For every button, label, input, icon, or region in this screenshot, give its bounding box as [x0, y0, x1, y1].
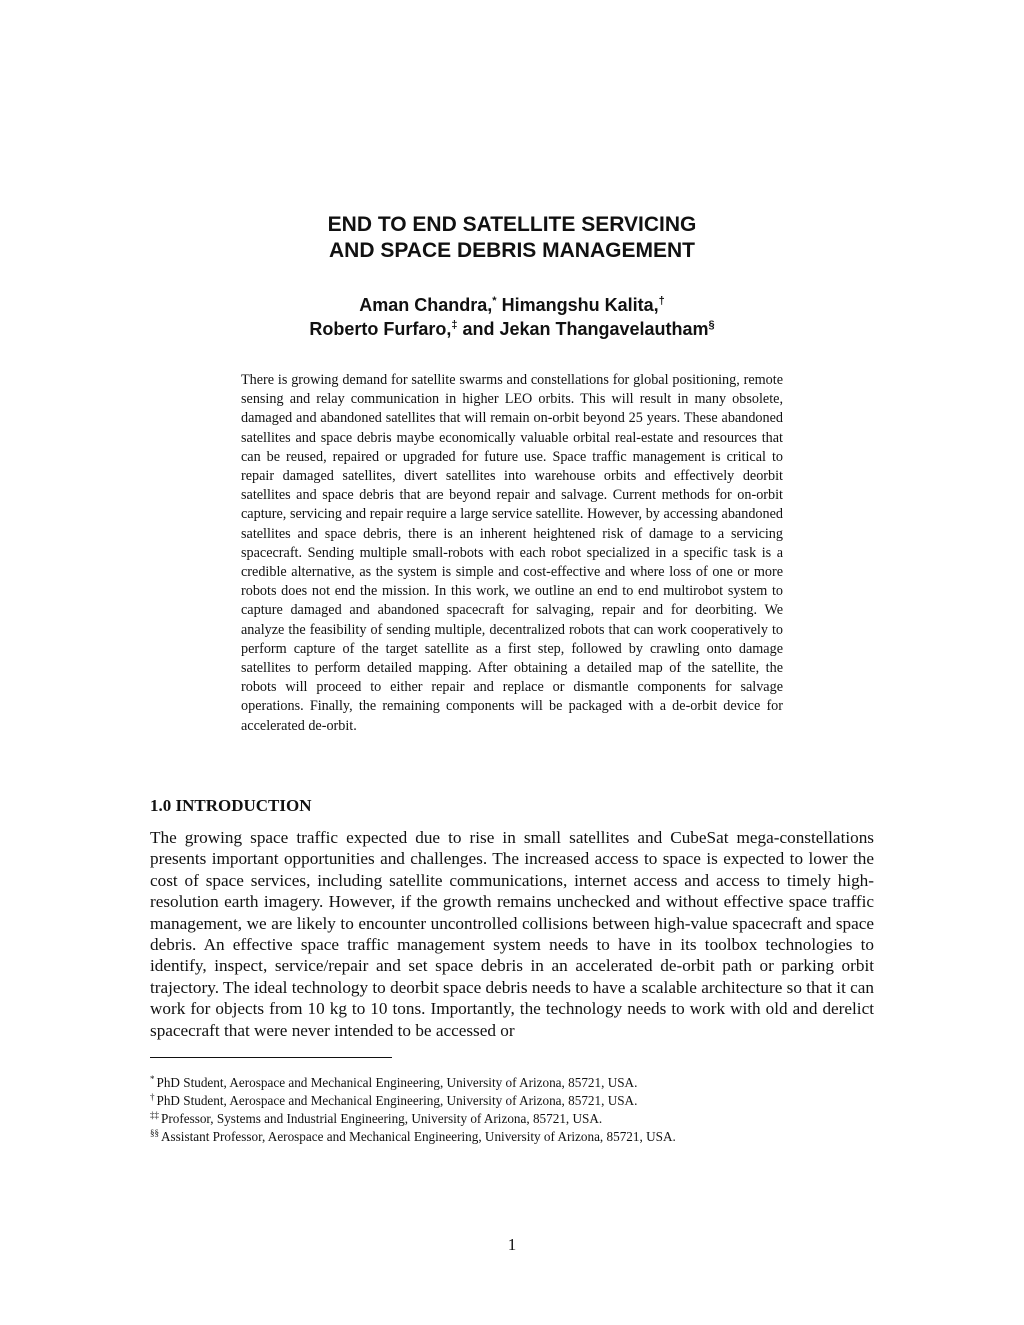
footnote-text: Assistant Professor, Aerospace and Mechanical Engineering, University of Arizona, 85721, USA.	[161, 1129, 676, 1144]
section-heading: 1.0 INTRODUCTION	[150, 796, 312, 815]
footnote	[150, 1110, 874, 1128]
title-line-2: AND SPACE DEBRIS MANAGEMENT	[329, 239, 695, 262]
footnote-mark: †	[658, 295, 665, 307]
title-line-1: END TO END SATELLITE SERVICING	[327, 213, 697, 236]
footnote-mark: §	[708, 319, 715, 331]
footnote-text: Professor, Systems and Industrial Engineering, University of Arizona, 85721, USA.	[161, 1111, 603, 1126]
abstract: There is growing demand for satellite swarms and constellations for global positioning, remote sensing and relay communication in higher LEO orbits. This will result in many obsolete, damaged and abandoned satellites that will remain on-orbit beyond 25 years. These abandoned satellites and space debris maybe economically valuable orbital real-estate and resources that can be reused, repaired or upgraded for future use. Space traffic management is critical to repair damaged satellites, divert satellites into warehouse orbits and effectively deorbit satellites and space debris that are beyond repair and salvage. Current methods for on-orbit capture, servicing and repair require a large service satellite. However, by accessing abandoned satellites and space debris, there is an inherent heightened risk of damage to a servicing spacecraft. Sending multiple small-robots with each robot specialized in a specific task is a credible alternative, as the system is simple and cost-effective and where loss of one or more robots does not end the mission. In this work, we outline an end to end multirobot system to capture damaged and abandoned spacecraft for salvaging, repair and for deorbiting. We analyze the feasibility of sending multiple, decentralized robots that can work cooperatively to perform capture of the target satellite as a first step, followed by crawling onto damage satellites to perform detailed mapping. After obtaining a detailed map of the satellite, the robots will proceed to either repair and replace or dismantle components for salvage operations. Finally, the remaining components will be packaged with a de-orbit device for accelerated de-orbit.	[241, 372, 783, 734]
footnote-text: PhD Student, Aerospace and Mechanical Engineering, University of Arizona, 85721, USA.	[156, 1093, 638, 1108]
author-list	[150, 293, 874, 341]
author-name: Roberto Furfaro,	[309, 319, 452, 339]
author-line-2	[150, 317, 874, 341]
footnote-mark: ‡‡	[150, 1110, 159, 1120]
section-body: The growing space traffic expected due to rise in small satellites and CubeSat mega-constellations presents important opportunities and challenges. The increased access to space is expected to lower the cost of space services, including satellite communications, internet access and access to timely high-resolution earth imagery. However, if the growth remains unchecked and without effective space traffic management, we are likely to encounter uncontrolled collisions between high-value spacecraft and space debris. An effective space traffic management system needs to have in its toolbox technologies to identify, inspect, service/repair and set space debris in an accelerated de-orbit path or parking orbit trajectory. The ideal technology to deorbit space debris needs to have a scalable architecture so that it can work for objects from 10 kg to 10 tons. Importantly, the technology needs to work with old and derelict spacecraft that were never intended to be accessed or	[150, 828, 874, 1040]
footnote	[150, 1092, 874, 1110]
footnotes	[150, 1074, 874, 1146]
footnote-text: PhD Student, Aerospace and Mechanical Engineering, University of Arizona, 85721, USA.	[156, 1075, 638, 1090]
author-name: Himangshu Kalita,	[496, 295, 659, 315]
author-line-1	[150, 293, 874, 317]
footnote-mark: *	[492, 295, 497, 307]
paper-title	[150, 212, 874, 264]
footnote-mark: *	[150, 1074, 155, 1084]
page-number: 1	[507, 1235, 517, 1254]
author-name: and Jekan Thangavelautham	[457, 319, 709, 339]
footnote-divider	[150, 1057, 392, 1058]
footnote-mark: †	[150, 1092, 155, 1102]
footnote	[150, 1074, 874, 1092]
footnote	[150, 1128, 874, 1146]
footnote-mark: ‡	[451, 319, 458, 331]
footnote-mark: §§	[150, 1128, 159, 1138]
author-name: Aman Chandra,	[359, 295, 493, 315]
